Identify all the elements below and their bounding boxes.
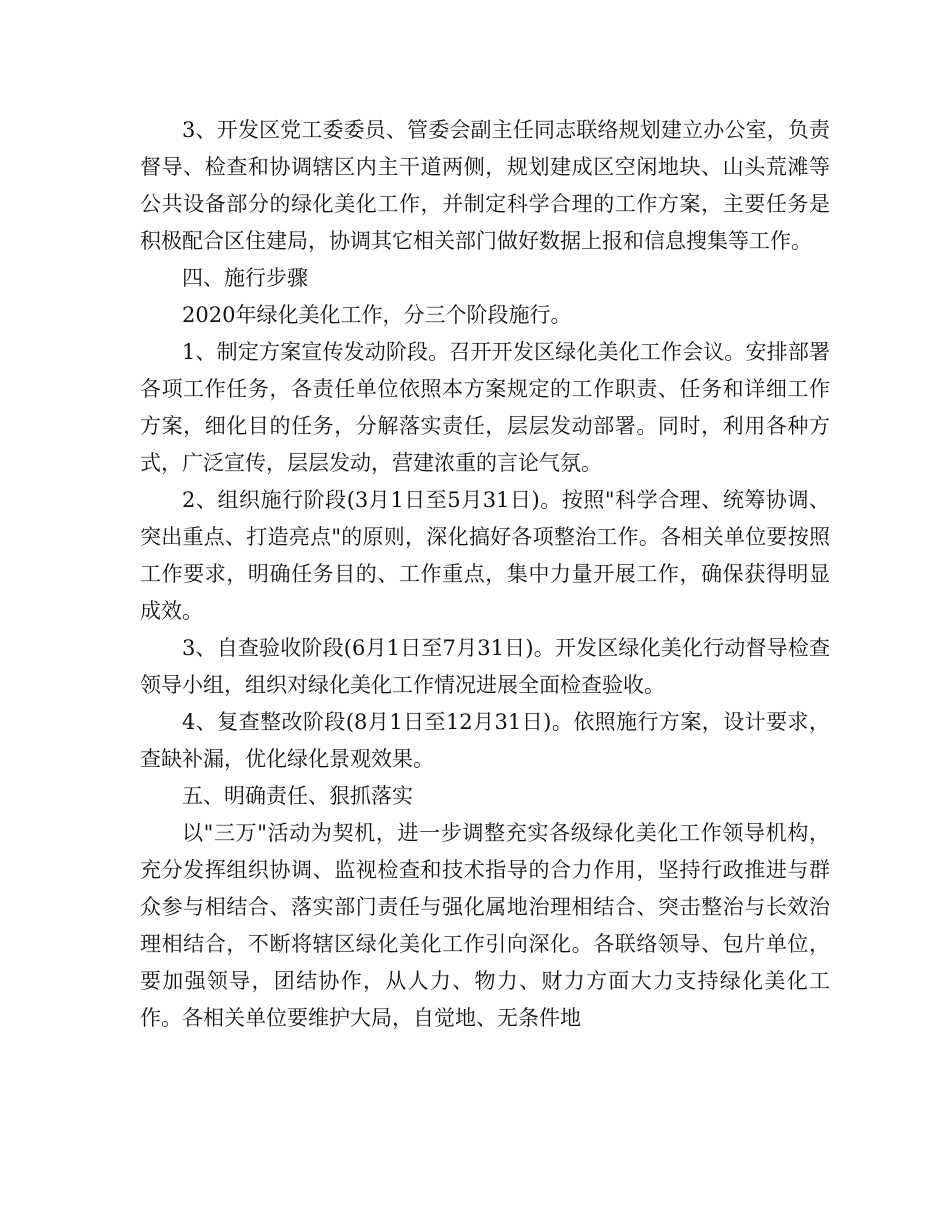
document-body [140,112,830,1037]
paragraph-stage-4: 4、复查整改阶段(8月1日至12月31日)。依照施行方案，设计要求，查缺补漏，优化绿化景观效果。 [140,710,830,771]
section-heading-steps: 四、施行步骤 [182,266,308,290]
section-heading-responsibility: 五、明确责任、狠抓落实 [182,784,413,808]
paragraph-responsibility: 以"三万"活动为契机，进一步调整充实各级绿化美化工作领导机构，充分发挥组织协调、监视检查和技术指导的合力作用，坚持行政推进与群众参与相结合、落实部门责任与强化属地治理相结合、突击整治与长效治理相结合，不断将辖区绿化美化工作引向深化。各联络领导、包片单位，要加强领导，团结协作，从人力、物力、财力方面大力支持绿化美化工作。各相关单位要维护大局，自觉地、无条件地 [140,821,830,1030]
paragraph-stage-1: 1、制定方案宣传发动阶段。召开开发区绿化美化工作会议。安排部署各项工作任务，各责任单位依照本方案规定的工作职责、任务和详细工作方案，细化目的任务，分解落实责任，层层发动部署。同时，利用各种方式，广泛宣传，层层发动，营建浓重的言论气氛。 [140,340,830,475]
paragraph-duty-3: 3、开发区党工委委员、管委会副主任同志联络规划建立办公室，负责督导、检查和协调辖区内主干道两侧，规划建成区空闲地块、山头荒滩等公共设备部分的绿化美化工作，并制定科学合理的工作方案，主要任务是积极配合区住建局，协调其它相关部门做好数据上报和信息搜集等工作。 [140,118,830,253]
paragraph-steps-intro: 2020年绿化美化工作，分三个阶段施行。 [182,303,572,327]
paragraph-stage-2: 2、组织施行阶段(3月1日至5月31日)。按照"科学合理、统筹协调、突出重点、打造亮点"的原则，深化搞好各项整治工作。各相关单位要按照工作要求，明确任务目的、工作重点，集中力量开展工作，确保获得明显成效。 [140,488,830,623]
paragraph-stage-3: 3、自查验收阶段(6月1日至7月31日)。开发区绿化美化行动督导检查领导小组，组织对绿化美化工作情况进展全面检查验收。 [140,636,830,697]
